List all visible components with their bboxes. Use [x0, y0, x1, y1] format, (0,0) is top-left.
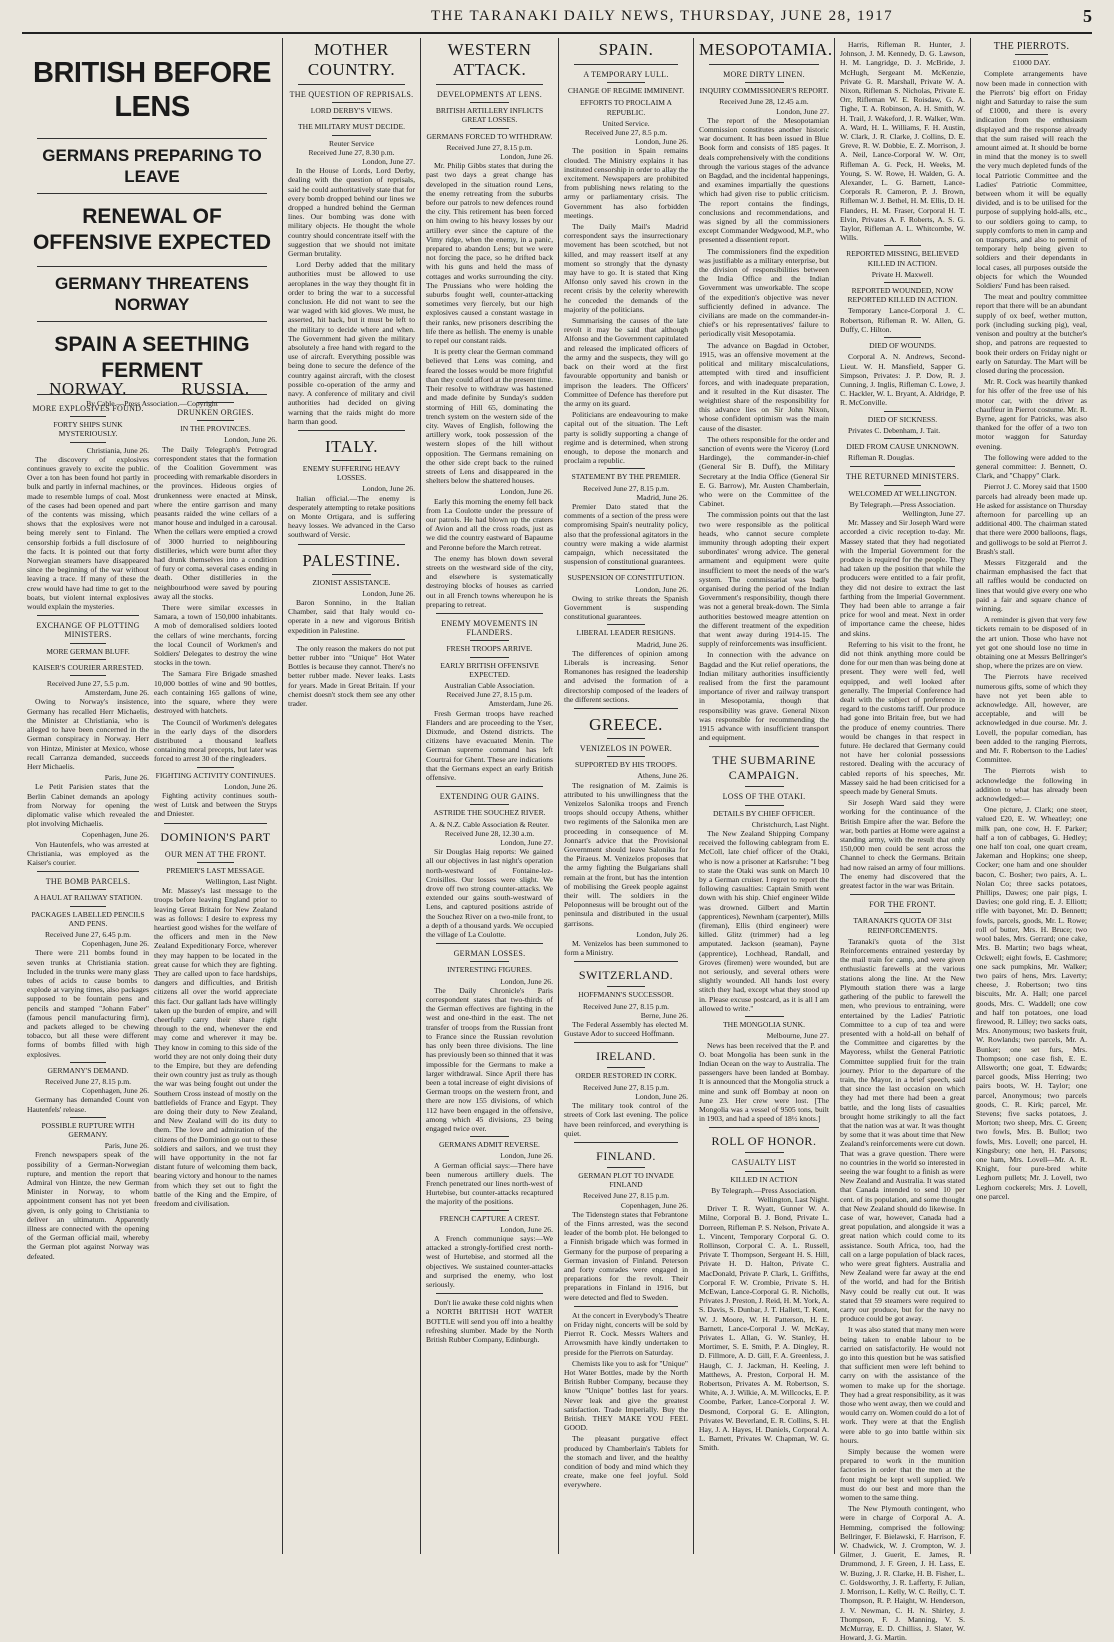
- column-2: [283, 38, 420, 1556]
- story-heading: LOSS OF THE OTAKI.: [722, 792, 806, 802]
- dateline: Madrid, June 26.: [636, 639, 688, 649]
- article-text: Pierrot J. C. Morey said that 1500 parcels had already been made up. He asked for assistance on Thursday afternoon for parcelling up an additional 400. The chairman stated that there were 2000 balloons, flags, and golliwogs to be sold at Pierrot J. Brash's stall.: [976, 482, 1087, 556]
- article-text: Sir Douglas Haig reports: We gained all our objectives in last night's operation north-westward of Fontaine-lez-Croisilles. Our losses were slight. We drove off two strong counter-attacks. We extended our gains south-westward of Lens, and captured positions astride of the Souchez River on a two-mile front, to a depth of a thousand yards. We occupied the village of La Coulotte.: [426, 847, 553, 940]
- service-line: United Service.: [602, 118, 650, 128]
- story-subheading: LIBERAL LEADER RESIGNS.: [576, 628, 676, 638]
- received-line: Received June 27, 5.5 p.m.: [46, 679, 130, 689]
- divider: [607, 624, 644, 625]
- dateline: Wellington, Last Night.: [757, 1194, 829, 1204]
- story-heading: MORE EXPLOSIVES FOUND.: [32, 404, 144, 413]
- article-text: The following were added to the general committee: J. Bennett, O. Clark, and "Chappy" Clark.: [976, 452, 1087, 481]
- dateline: Paris, June 26.: [104, 773, 149, 783]
- received-line: Received June 27, 8.5 p.m.: [584, 128, 668, 138]
- article-text: The resignation of M. Zaimis is attributed to his unwillingness that the Venizelos Salonika troops and French troops should occupy Athens, whither two regiments of the Salonika men are proceeding in consequence of M. Jonnart's advice that the Provisional Government should leave Salonika for the Piraeus. M. Venizelos proposes that the army fighting the Bulgarians shall remain at the front, but has the intention of mobilising the Greek people against their will. The soldiers in the Peloponnesus will be brought out of the peninsula and distributed in the usual garrisons.: [564, 780, 688, 928]
- divider: [607, 468, 644, 469]
- story-subheading: INTERESTING FIGURES.: [447, 965, 532, 975]
- story-subheading: EARLY BRITISH OFFENSIVE EXPECTED.: [440, 660, 539, 679]
- dateline: London, June 27.: [776, 106, 829, 116]
- article-text: The differences of opinion among Liberals is increasing. Senor Romanones has resigned the leadership and advised the formation of a directorship composed of the leaders of the different sections.: [564, 648, 688, 704]
- article-text: The Tidenstegn states that Febrantone of the Finns arrested, was the second leader of the bomb plot. He belonged to a Finnish brigade which was formed in Germany for the purpose of preparing a German invasion of Finland. Peterson and forty comrades were engaged in preparations for the revolt. Their preparations in Finland in 1916, but were detected and fled to Sweden.: [564, 1209, 688, 1302]
- article-text: Temporary Lance-Corporal J. C. Robertson, Rifleman R. W. Allen, G. Duffy, C. Hilton.: [840, 306, 965, 334]
- story-heading: DEVELOPMENTS AT LENS.: [436, 90, 543, 99]
- article-text: A reminder is given that very few tickets remain to be disposed of in the art union. Those who have not yet got one should lose no time in obtaining one at Messrs Bellringer's shop, where the prizes are on view.: [976, 615, 1087, 671]
- name-line: Private H. Maxwell.: [871, 269, 934, 279]
- article-text: Germany has demanded Count von Hautenfels' release.: [27, 1095, 149, 1114]
- article-text: Baron Sonnino, in the Italian Chamber, said that Italy would co-operate in a new and vigorous British expedition in Palestine.: [288, 597, 415, 635]
- advertisement-text: Chemists like you to ask for "Unique" Hot Water Bottles, made by the North British Rubber Company, because they know "Unique" bottles last for years. Never leak and give the greatest satisfaction. Trade Imperially. Buy the British. THEY MAKE YOU FEEL GOOD.: [564, 1358, 688, 1433]
- story-subheading: BRITISH ARTILLERY INFLICTS GREAT LOSSES.: [435, 106, 544, 125]
- article-text: The Pierrots have received numerous gifts, some of which they have not yet been able to acknowledge. All, however, are acceptable, and will be acknowledged in due course. Mr. J. Lovell, the popular comedian, has been added to the ranging Pierrots, and Mr. F. Robertson to the Ladies' Committee.: [976, 672, 1087, 765]
- divider: [332, 460, 370, 461]
- story-subheading: ZIONIST ASSISTANCE.: [312, 577, 391, 587]
- divider: [607, 986, 644, 987]
- story-subheading: GERMANS ADMIT REVERSE.: [439, 1140, 540, 1150]
- divider: [884, 912, 922, 913]
- divider: [709, 1127, 819, 1128]
- advertisement-text: The only reason the makers do not put better rubber into "Unique" Hot Water Bottles is because they cannot. There's no better rubber made. Never leaks. Lasts for years. Made in Great Britain. If your chemist doesn't stock them see any other trader.: [288, 643, 415, 708]
- sub-headline: GERMANS PREPARING TO LEAVE: [42, 146, 262, 186]
- article-text: A German official says:—There have been numerous artillery duels. The French penetrated our lines north-west of Hurtebise, but counter-attacks recaptured the majority of the positions.: [426, 1160, 553, 1207]
- service-line: Australian Cable Association.: [444, 680, 535, 690]
- story-subheading: WELCOMED AT WELLINGTON.: [848, 488, 957, 498]
- divider: [745, 1171, 784, 1172]
- divider: [332, 118, 370, 119]
- article-text: The New Plymouth contingent, who were in charge of Corporal A. A. Hemming, comprised the following: Bellringer, F. Bielawski, F. Harrison, F. W. Chadwick, W. J. Crompton, W. J. Gilmer, J. Guerit, E. James, R. Drummond, J. F. Green, J. H. Lass, E. W. Buzing, J. R. Clarke, H. B. Fisher, L. C. Goldsworthy, J. R. Lafferty, F. Julian, J. Morrison, L. Kelly, W. C. Reilly, C. T. Thompson, R. P. Haight, W. Henderson, J. V. Newman, C. H. N. Shirley, J. Thompson, F. J. Manning, V. S. McMurray, E. D. Chilliss, J. Slater, W. Howard, J. G. Martin.: [840, 1504, 965, 1642]
- divider: [298, 430, 405, 431]
- divider: [470, 657, 508, 658]
- divider: [332, 135, 370, 136]
- divider: [298, 544, 405, 545]
- received-line: Received June 27, 8.30 p.m.: [308, 147, 395, 157]
- received-line: Received June 27, 8.15 p.m.: [44, 1077, 132, 1086]
- dateline: London, June 27.: [500, 838, 553, 848]
- sub-headline: GERMANY THREATENS NORWAY: [55, 274, 249, 314]
- story-subheading: REPORTED WOUNDED, NOW REPORTED KILLED IN ACTION.: [847, 286, 958, 305]
- section-heading: RUSSIA.: [181, 379, 250, 398]
- divider: [70, 643, 107, 644]
- article-text: The Samara Fire Brigade smashed 10,000 bottles of wine and 90 bottles, each containing 165 gallons of wine, into the square, where they were destroyed with hatchets.: [154, 669, 277, 716]
- story-heading: VENIZELOS IN POWER.: [579, 744, 673, 753]
- divider: [574, 1042, 678, 1043]
- dateline: London, June 26.: [635, 137, 688, 147]
- article-text: Summarising the causes of the late revolt it may be said that although Alfonso and the Government capitulated and released the implicated officers of the army and the suspects, they will go back on their word at the first favourable opportunity and banish or imprison the leaders. The Officers' Committee of Defence has therefore put the army on its guard.: [564, 316, 688, 408]
- divider: [70, 675, 107, 676]
- story-subheading: KAISER'S COURIER ARRESTED.: [32, 662, 144, 672]
- dateline: London, June 26.: [224, 435, 277, 445]
- divider: [70, 1117, 107, 1118]
- article-text: The meat and poultry committee report that there will be an abundant supply of ox beef, wether mutton, pork (including sucking pig), veal, venison and poultry at the butcher's shop, and patrons are requested to book their orders on Friday night or early on Saturday. The Mart will be closed during the procession.: [976, 292, 1087, 375]
- story-subheading: INQUIRY COMMISSIONER'S REPORT.: [699, 86, 829, 96]
- divider: [850, 894, 955, 895]
- divider: [745, 1152, 784, 1153]
- story-subheading: POSSIBLE RUPTURE WITH GERMANY.: [41, 1120, 135, 1140]
- dateline: London, June 26.: [635, 1091, 688, 1101]
- article-text: Harris, Rifleman R. Hunter, J. Johnson, J. M. Kennedy, D. G. Lawson, H. M. Langridge, D. J. McBride, J. McHugh, Sergeant M. McKenzie, Private G. R. Marshall, Private W. A. Nixon, Rifleman S. Nicholas, Private E. Orr, Rifleman W. E. Roisdaw, G. A. Tighe, T. A. Robinson, A. H. Smith, W. H. Trail, J. Wakeford, J. R. Walker, Wm. A. Ward, H. L. Williams, F. H. Austin, W. Clark, J. R. Clarke, J. Collins, D. E. Greve, R. W. Dobbie, E. Z. Morrison, J. A. Neil, Lance-Corporal W. W. Orr, Rifleman A. G. Peck, H. Weeks, M. Young, S. W. Rowe, H. Walden, G. A. Alexander, L. G. Barnett, Lance-Corporals R. Cameron, P. J. Brown, Rifleman W. J. Bethel, H. M. Ellis, D. H. Flanders, H. M. Fraser, Corporal H. T. Elvin, Privates A. F. Roberts, A. S. G. Taylor, Rifleman A. L. Whitcombe, W. Wills.: [840, 40, 965, 243]
- divider: [884, 245, 922, 246]
- dateline: London, June 26.: [362, 484, 415, 494]
- article-text: Rifleman R. Douglas.: [848, 453, 915, 463]
- divider: [709, 746, 819, 747]
- divider: [332, 574, 370, 575]
- dateline: Christchurch, Last Night.: [751, 819, 829, 829]
- divider: [884, 337, 922, 338]
- section-heading: FINLAND.: [596, 1148, 656, 1163]
- section-heading: SWITZERLAND.: [578, 968, 674, 983]
- article-text: In the House of Lords, Lord Derby, dealing with the question of reprisals, said he could authoritatively state that for every bomb dropped behind our lines we dropped a hundred behind the German lines. Our bombing was done with military objects. He thought the whole country should concentrate itself with the suggestion that we should not imitate German brutality.: [288, 166, 415, 259]
- divider: [470, 128, 508, 129]
- story-heading: EXCHANGE OF PLOTTING MINISTERS.: [36, 621, 140, 640]
- divider: [470, 1136, 508, 1137]
- story-heading: OUR MEN AT THE FRONT.: [164, 849, 267, 859]
- article-text: Referring to his visit to the front, he did not think anything more could be done for our men than was being done at present. They were well fed, well equipped, and well looked after generally. The Imperial Conference had dealt with the subject of preference in regard to the customs tariff. Our produce had gone into Britain free, but we had the produce of enemy countries. There would be changes in that respect in future. He declared that Germany could not have her colonial possessions restored. Dealing with the accuracy of cabled reports of his speeches, Mr. Massey said he had been criticised for a speech made by General Smuts.: [840, 639, 965, 797]
- article-text: The New Zealand Shipping Company received the following cablegram from E. McColl, late chief officer of the Otaki, who is now a prisoner at Karlsruhe: "I beg to state the Otaki was sunk on March 10 by a German cruiser. I regret to report the following casualties: Captain Smith went down with his ship. Chief engineer Wilde was drowned. Gilbert and Martin (apprentices), Newnham (carpenter), Mills (fireman), Ellis (third engineer) were killed. Glitz (trimmer) had a leg amputated. Jackson (seaman), Payne (apprentice), Lochhead, Randall, and Groves (firemen) were wounded, but are not seriously, and several others were slightly wounded. All hands lost every stitch they had, except what they stood up in. Please excuse postcard, as it is all I am allowed to write.": [699, 829, 829, 1013]
- article-text: The report of the Mesopotamian Commission constitutes another historic war document. It has been issued in Blue Book form and consists of 185 pages. It deals comprehensively with the conditions through the various stages of the advance on Bagdad, and the incidental happenings, and examines impartially the questions which had given rise to public criticism. The report contains the findings, conclusions and recommendations, and was signed by all the commissioners except Commander Wedgwood, M.P., who presented a dissentient report.: [699, 115, 830, 245]
- article-text: Early this morning the enemy fell back from La Coulotte under the pressure of our patrols. He had blown up the craters of Avion and all the cross roads, just as we did the country eastward of Bapaume and Peronne before the March retreat.: [426, 496, 553, 552]
- column-1b: [154, 373, 277, 1556]
- story-heading: ENEMY MOVEMENTS IN FLANDERS.: [441, 618, 538, 638]
- divider: [884, 411, 922, 412]
- article-text: Italian official.—The enemy is desperately attempting to retake positions on Monte Ortigara, and is suffering heavy losses. We advanced in the Carso southward of Versic.: [288, 493, 415, 540]
- dateline: London, July 26.: [636, 929, 688, 939]
- divider: [197, 862, 234, 863]
- story-subheading: FRENCH CAPTURE A CREST.: [439, 1213, 540, 1223]
- story-heading: THE QUESTION OF REPRISALS.: [289, 90, 414, 99]
- received-line: Received June 28, 12.45 a.m.: [719, 97, 809, 107]
- divider: [470, 1210, 508, 1211]
- section-heading: GREECE.: [589, 715, 663, 734]
- dateline: Wellington, Last Night.: [205, 876, 277, 886]
- divider: [70, 416, 107, 417]
- story-heading: CASUALTY LIST: [731, 1158, 797, 1168]
- article-text: The Pierrots wish to acknowledge the following in addition to what has already been acknowledged:—: [976, 766, 1087, 804]
- dateline: Paris, June 26.: [104, 1141, 149, 1151]
- divider: [70, 659, 107, 660]
- article-text: The commissioners find the expedition was justifiable as a military enterprise, but the division of responsibilities between the India Office and the Indian Government was unworkable. The scope of the expedition's objective was never sufficiently defined in advance. The civilians are made on the commander-in-chief's or his representatives' failure to periodically visit Mesopotamia.: [699, 246, 829, 339]
- section-heading: WESTERN ATTACK.: [447, 40, 532, 79]
- received-line: Received June 27, 8.15 p.m.: [446, 142, 533, 152]
- divider: [436, 84, 543, 85]
- article-text: Fresh German troops have reached Flanders and are proceeding to the Yser, Dixmude, and Ostend districts. The citizens have evacuated Menin. The German supreme command has left Courtrai for Ghent. These are indications that the Germans expect an early British offensive.: [426, 708, 553, 783]
- article-text: Fighting activity continues south-west of Lutsk and between the Stryps and Dniester.: [154, 790, 277, 819]
- page-number: 5: [1083, 6, 1092, 26]
- column-4: [559, 38, 693, 1556]
- advertisement-text: Don't lie awake these cold nights when a NORTH BRITISH HOT WATER BOTTLE will send you off into a healthy refreshing slumber. Made by the North British Rubber Company, Edinburgh.: [426, 1298, 553, 1344]
- column-1a: [27, 373, 149, 1556]
- divider: [70, 889, 107, 890]
- article-text: Driver T. R. Wyatt, Gunner W. A. Milne, Corporal B. J. Bond, Private L. Dorreen, Rifleman P. S. Nelson, Private A. L. Vincent, Temporary Corporal G. O. Rollinson, Corporal C. A. L. Russell, Private T. Thompson, Sergeant H. S. Hill, Private H. D. Halton, Private C. MacDonald, Private P. Clark, L. Griffiths, Corporal F. W. Crombie, Private S. H. McEwan, Lance-Corporal G. R. Nicholls, Privates J. Preston, J. Reid, H. M. York, A. S. Davis, S. Dunbar, J. T. Hallett, T. Kent, W. J. Moore, W. H. Patterson, H. E. Barnett, Lance-Corporal J. W. McKay, Privates L. Allan, G. W. Stanley, H. Mortimer, S. E. Smith, P. A. Dingley, R. D. Fillmore, A. D. Gill, F. A. Greenless, J. Haugh, C. J. Jackman, H. Keeling, J. Matthews, A. Preston, Corporal H. M. Robertson, Privates A. M. Robertson, S. White, A. J. Wilkie, A. M. Willcocks, E. P. Coombe, Parker, Lance-Corporal J. W. Desmond, Corporal G. E. Allington, Privates W. Beverland, E. R. Collins, S. H. Hay, J. A. Hayes, H. Daniels, Corporal A. L. Barnett, Privates W. Chapman, W. G. Smith.: [699, 1204, 829, 1453]
- divider: [745, 805, 784, 806]
- dateline: Amsterdam, June 26.: [488, 699, 553, 709]
- received-line: Received June 27, 6.45 p.m.: [44, 929, 132, 939]
- story-heading: THE RETURNED MINISTERS.: [845, 472, 960, 482]
- article-text: There were 211 bombs found in seven trunks at Christiania station. Included in the trunks were many glass tubes of acids to cause bombs to explode at varying times, also packages supposed to be fountain pens and pencils and stamped "Johann Faber" (famous pencil manufacturing firm), and packets alleged to be chewing tobacco, but all these were different forms of bombs filled with high explosives.: [27, 948, 149, 1059]
- article-text: Mr. Massey and Sir Joseph Ward were accorded a civic reception to-day. Mr. Massey stated that they had negotiated with the Imperial Government for the produce is required for the people. They had taken up the position that while the producers were entitled to a fair profit, they did not desire to extract the last farthing from the Imperial Government. They had been able to arrange a fair price for wool and meat. Next in order of importance came the cheese, hides and skins.: [840, 518, 965, 638]
- article-text: The enemy has blown down several streets on the westward side of the city, and elsewhere is systematically destroying blocks of houses as carried out in all French towns whereupon he is preparing to retreat.: [426, 553, 553, 609]
- story-subheading: DETAILS BY CHIEF OFFICER.: [712, 808, 816, 818]
- story-subheading: TARANAKI'S QUOTA OF 31st REINFORCEMENTS.: [853, 916, 952, 935]
- story-subheading: CHANGE OF REGIME IMMINENT.: [567, 86, 685, 96]
- dateline: Wellington, June 27.: [902, 508, 965, 518]
- divider: [607, 569, 644, 570]
- story-subheading: PACKAGES LABELLED PENCILS AND PENS.: [31, 909, 145, 928]
- column-7: [971, 38, 1092, 1556]
- divider: [884, 485, 922, 486]
- story-heading: THE PIERROTS.: [993, 41, 1070, 52]
- story-subheading: DIED OF WOUNDS.: [869, 341, 936, 351]
- story-subheading: PREMIER'S LAST MESSAGE.: [166, 865, 265, 875]
- article-text: The others responsible for the order and sanction of events were the Viceroy (Lord Hardinge), the commander-in-chief (General Sir B. Duff), the Military Secretary at the India Office (General Sir E. G. Barrow), Mr. Austen Chamberlain, who were on the Committee of the Cabinet.: [699, 434, 829, 509]
- article-text: Von Hautenfels, who was arrested at Christiania, was employed as the Kaiser's courier.: [27, 839, 149, 867]
- story-heading: GERMAN LOSSES.: [453, 949, 526, 959]
- article-text: It was also stated that many men were being taken to enable labour to be carried on satisfactorily. He would not go into this question but he was satisfied that sufficient men were left behind to carry on with the assistance of the women to make up for the shortage. They had a great responsibility, as it was those who went away, then we could and would carry on. Women could do a lot of work. They were at that the English were able to go into battle within six hours.: [840, 1325, 965, 1445]
- article-text: The advance on Bagdad in October, 1915, was an offensive movement at the political and military miscalculations, attempted with tired and insufficient forces, and with inadequate preparation, and it resulted in the Kut disaster. The weightiest share of the responsibility for this advance lies on Sir John Nixon, whose confident optimism was the main cause of the disaster.: [699, 340, 829, 433]
- divider: [436, 786, 543, 787]
- divider: [436, 613, 543, 614]
- section-heading: ROLL OF HONOR.: [711, 1134, 817, 1149]
- story-subheading: GERMAN PLOT TO INVADE FINLAND: [578, 1170, 674, 1190]
- main-headline: BRITISH BEFORE LENS: [33, 57, 271, 123]
- article-text: The Federal Assembly has elected M. Gustave Ador to succeed Hoffmann.: [564, 1020, 688, 1039]
- divider: [574, 1142, 678, 1143]
- service-line: Reuter Service: [329, 138, 374, 148]
- dateline: Christiania, June 26.: [86, 445, 149, 455]
- story-subheading: LORD DERBY'S VIEWS.: [310, 106, 393, 116]
- section-heading: ITALY.: [325, 436, 378, 456]
- dateline: Athens, June 26.: [637, 771, 688, 781]
- article-text: Mr. R. Cock was heartily thanked for his offer of the free use of his motor car, with the driver as chauffeur in Pierrot costume. Mr. R. Byrne, agent for Patricks, was also thanked for the offer of a two ton motor waggon for Saturday evening.: [976, 377, 1087, 451]
- story-subheading: MORE GERMAN BLUFF.: [46, 646, 130, 656]
- story-subheading: KILLED IN ACTION: [730, 1174, 798, 1184]
- divider: [197, 767, 234, 768]
- article-text: One picture, J. Clark; one steer, valued £20, E. W. Wheatley; one milk pan, one cow, H. F. Parker; half a ton of cabbages, G. Hedley; one half ton coal, one quart cream, Jakeman and Hopkins; one sheep, Cocker; one ham and one shoulder bacon, C. Bosher; two pairs, A. L. Nolan Co; three sacks potatoes, Phillips, Dawes; one pair pigs, I. Davies; one gold ring, E. J. Elliott; rifle with bayonet, Mr. D. Bennett; fowls, parcels, goods, Mr. L. Rowe; roll of butter, Mrs. H. Bruce; two wool bales, Mrs. Gerrard; one cake, Mrs. B. Martin; two bags wheat, Ockwell; eight fowls, E. Cashmore; one sack pumpkins, Mr. Walker; two pairs of hens, Mrs. Laverty; cheese, J. Robertson; two tins biscuits, Mr. A. Hall; one parcel goods, Mrs. C. Waddell; one cow and half ton potatoes, one load firewood, R. Lilley; two sacks oats, Mrs. Anonymous; two baskets fruit, W. Rowlands; two parcels, Mr. A. Bunker; one set furs, Mrs. Thompson; one case fish, E. E. Allsworth; one goat, T. Edwards; parcel goods, Miss Herring; two pairs boots, W. H. Taylor; one parcel, Anonymous; two parcels goods, C. R. Kirk; parcel, Mr. Stevens; five sacks potatoes, J. Morton; two sheep, Mrs. C. Green; two fowls, Mrs. B. Bullot; two fowls, Mrs. Lovell; one parcel, H. Kingsbury; one hen, H. Parsons; one ham, Mrs. Lovell—Mr. A. R. Knight, four pure-bred white Leghorn pullets; Mr. J. Lovell, two Leghorn cockerels; Mrs. J. Lovell, one parcel.: [976, 805, 1087, 1201]
- divider: [470, 804, 508, 805]
- dateline: London, June 26.: [224, 781, 277, 791]
- column-1: [22, 38, 282, 1556]
- article-text: It is pretty clear the German command believed that Lens was coming, and feared the losses would be more frightful than they could afford at the present time. Their resolve to withdraw was hastened and made definite by Sunday's sudden storming of Hill 65, dominating the trench system on the western side of the city. Waves of English, following the artillery work, took possession of the western slopes of the hill without opposition. The Germans remaining on the other side crept back to the ruined streets of Lens and disappeared in the shelters below the shattered houses.: [426, 347, 553, 486]
- story-subheading: SUPPORTED BY HIS TROOPS.: [574, 760, 678, 770]
- article-text: The position in Spain remains clouded. The Ministry explains it has instituted censorship in order to allay the excitement. Newspapers are prohibited from publishing news relating to the army or parliamentary crisis. The Government has also forbidden meetings.: [564, 146, 689, 220]
- article-text: Le Petit Parisien states that the Berlin Cabinet demands an apology from Norway for opening the diplomatic valise which revealed the plot involving Michaelis.: [27, 782, 149, 829]
- story-subheading: STATEMENT BY THE PREMIER.: [571, 472, 681, 482]
- divider: [70, 906, 107, 907]
- article-text: Complete arrangements have now been made in connection with the Pierrots' big effort on Friday night and Saturday to raise the sum of £1000, and there is every indication from the enthusiasm displayed and the response already that the sum raised will reach the amount aimed at. It should be borne in mind that the money is to swell the very much depleted funds of the local Patriotic Committee and the Ladies' Patriotic Committee, between whom it will be equally divided, and is to be utilised for the purpose of supplying hold-alls, etc., to our soldiers going to camp, to supply comforts to men in camp and on transports, and also to permit of temporary help being given to soldiers and their dependants in local cases, all purposes outside the objects for which the Wounded Soldiers' Fund has been raised.: [976, 69, 1087, 291]
- story-heading: THE BOMB PARCELS.: [45, 877, 131, 887]
- article-text: The Council of Workmen's delegates in the early days of the disorders distributed a thousand leaflets containing moral precepts, but later was forced to arrest 30 of the ringleaders.: [154, 717, 277, 764]
- divider: [745, 786, 784, 787]
- divider: [574, 708, 678, 709]
- article-text: Privates C. Debenham, J. Tait.: [848, 425, 941, 435]
- received-line: Received June 27, 8.15 p.m.: [582, 1001, 670, 1011]
- article-text: Corporal A. N. Andrews, Second-Lieut. W. H. Mansfield, Sapper G. Simpson, Privates: J. P. Dow, R. J. Cunning, J. Inglis, Rifleman C. Lowe, J. C. Hackler, W. L. Bryant, A. Aldridge, P. R. McConville.: [840, 352, 965, 408]
- dateline: Berne, June 26.: [640, 1010, 688, 1020]
- section-heading: NORWAY.: [49, 379, 127, 398]
- received-line: Received June 27, 8.15 p.m.: [582, 483, 670, 493]
- dateline: London, June 27.: [362, 157, 415, 167]
- article-text: The commission points out that the last two were responsible as the political heads, who cannot secure complete immunity through adopting their expert subordinates' wrong advice. The general armament and equipment were quite insufficient to meet the needs of the war's system. The commissariat was badly organised during the period of the Indian Government's responsibility, though there was not a general break-down. The Simla authorities bestowed meagre attention on the different treatment of the expedition that went away during 1914-15. The supply of reinforcements was insufficient.: [699, 510, 829, 649]
- divider: [298, 84, 405, 85]
- story-subheading: IN THE PROVINCES.: [180, 424, 251, 434]
- column-3: [421, 38, 558, 1556]
- divider: [1015, 54, 1048, 55]
- section-heading: MOTHER COUNTRY.: [307, 40, 396, 79]
- article-text: Owing to Norway's insistence, Germany has recalled Herr Michaelis, the Minister at Christiania, who is alleged to have been concerned in the German conspiracy in Norway. Herr von Hintze, Minister at Mexico, whose recall Carranza demanded, succeeds Herr Michaelis.: [27, 697, 149, 771]
- story-heading: DRUNKEN ORGIES.: [177, 408, 254, 417]
- story-heading: MORE DIRTY LINEN.: [723, 70, 805, 79]
- dateline: London, June 26.: [500, 487, 553, 497]
- divider: [197, 420, 234, 421]
- story-subheading: ENEMY SUFFERING HEAVY LOSSES.: [302, 463, 401, 483]
- divider: [164, 823, 267, 824]
- article-text: News has been received that the P. and O. boat Mongolia has been sunk in the Indian Ocean on the way to Australia. The passengers have been landed at Bombay. It is announced that the Mongolia struck a mine and sunk off Bombay at noon on June 23. Her crew were lost. [The Mongolia was a vessel of 9505 tons, built in 1903, and had a speed of 18½ knots.]: [699, 1040, 829, 1124]
- divider: [884, 438, 922, 439]
- divider: [436, 1293, 543, 1294]
- dateline: London, June 26.: [500, 976, 553, 986]
- sub-headline: RENEWAL OF OFFENSIVE EXPECTED: [32, 205, 272, 254]
- article-text: Messrs Fitzgerald and the chairman emphasised the fact that all raffles would be conducted on lines that would give every one who paid a fair and square chance of winning.: [976, 557, 1087, 613]
- section-heading: PALESTINE.: [302, 550, 401, 570]
- article-text: In connection with the advance on Bagdad and the Kut relief operations, the Indian military authorities insufficiently realised from the first the paramount importance of river and railway transport in Mesopotamia, though that responsibility was grave. General Nixon was responsible for recommending the 1915 advance with insufficient transport and equipment.: [699, 650, 829, 743]
- divider: [745, 82, 784, 83]
- article-text: The Daily Telegraph's Petrograd correspondent states that the formation of the Coalition Government was proceeding with remarkable disorders in the provinces. Hideous orgies of drunkenness were enacted at Minsk, where the entire garrison and many peasants raided the wine cellars of a manor house and indulged in a carousal. When the cellars were emptied a crowd of 3000 hurried to neighbouring distilleries, which were burnt after they had drunk themselves into a condition of fury or coma, several cases ending in death. Other distilleries in the neighbourhood were saved by pouring away all the stocks.: [154, 444, 277, 601]
- article-text: Politicians are endeavouring to make capital out of the situation. The Left party is solidly supporting a change of regime and is determined, when strong enough, to depose the monarch and proclaim a republic.: [564, 410, 688, 466]
- divider: [197, 402, 234, 403]
- divider: [37, 615, 139, 616]
- article-text: The Daily Chronicle's Paris correspondent states that two-thirds of the German effectives are fighting in the west and one-third in the east. The net transfer of troops from the Russian front to France since the Russian revolution has only been three divisions. The line has previously been so thinned that it was impossible for the Germans to make a larger withdrawal. Since April there has been a total increase of eight divisions of German troops on the western front, and there are now 155 divisions, of which 112 have been engaged in the offensive, among which 45 divisions, 23 being engaged twice over.: [426, 985, 553, 1133]
- story-subheading: ASTRIDE THE SOUCHEZ RIVER.: [433, 808, 546, 818]
- divider: [574, 961, 678, 962]
- divider: [37, 266, 267, 267]
- column-5: [694, 38, 834, 1556]
- divider: [37, 871, 139, 872]
- divider: [37, 138, 267, 139]
- story-subheading: FRESH TROOPS ARRIVE.: [446, 644, 533, 654]
- dateline: London, June 26.: [500, 1151, 553, 1161]
- article-text: M. Venizelos has been summoned to form a Ministry.: [564, 939, 688, 958]
- dateline: London, June 26.: [362, 588, 415, 598]
- story-subheading: SUSPENSION OF CONSTITUTION.: [567, 573, 685, 583]
- divider: [884, 282, 922, 283]
- story-subheading: DIED OF SICKNESS.: [867, 414, 938, 424]
- story-subheading: ORDER RESTORED IN CORK.: [575, 1071, 677, 1081]
- article-text: Taranaki's quota of the 31st Reinforcements entrained yesterday by the mail train for camp, and were given enthusiastic farewells at the various stations along the line. At the New Plymouth station there was a large gathering of the public to farewell the men, who previous to entraining, were entertained by the Ladies' Patriotic Committee to a cup of tea and were presented with a hold-all on behalf of the Committee and cigarettes by the Mayoress, whilst the General Patriotic Committee supplied fruit for the train journey. Prior to the departure of the train, the Mayor, in a brief speech, said that since the last occasion on which they had met there had been a great battle, and the long lists of casualties brought home strikingly to all the fact that the nation was at war. It was thought by some that it was about time that New Zealand's reinforcements were cut down. That was a grave question. There were no countries in the world so interested in seeing the war fought to a finish as were New Zealand and Australia. It was stated that Canada intended to send 10 per cent. of its population, and some thought that New Zealand should do likewise. In case of war, however, Canada had a great population, and alongside it was a great nation which could come to its assistance. South Africa, too, had the call on a large population of black races, who were great fighters. Australia and New Zealand were far away at the end of the world, and had for the British Navy could be really cut out. It was stated that 59 steamers were required to carry our produce, but for the navy no produce could be got away.: [840, 936, 965, 1324]
- article-text: The discovery of explosives continues gravely to excite the public. Over a ton has been found hot partly in bulk and partly in infernal machines, or made to resemble lumps of coal. Most of the cases had been opened and part of the contents was missing, which shows that the explosives were not being merely sent to Finland. The censorship forbids a full disclosure of the facts. It is pointed out that forty Norwegian steamers have disappeared since the beginning of the war without leaving a trace. If many of these the crew would have had time to get to the boats, but violent internal explosives would explain the mysteries.: [27, 454, 149, 612]
- divider: [850, 466, 955, 467]
- article-text: Mr. Massey's last message to the troops before leaving England prior to leaving Great Britain for New Zealand was as follows: I desire to express my heartiest good wishes for the welfare of the officers and men in the New Zealand Expeditionary Force, wherever they may happen to be located in the great cause for which they are fighting. They are called upon to face hardships, dangers and difficulties, and British citizens all over the world appreciate this fact. Our gallant lads have willingly taken up the burden of empire, and will cheerfully carry their share right through to the end, whenever the end may come and wherever it may be. They know in coming to this side of the world they are not only doing their duty to the Empire, but they are defending their own country just as truly as though the war was being fought out under the Southern Cross instead of mostly on the battlefields of France and Egypt. They are doing their duty to New Zealand, and New Zealand will do its duty to them. The love and admiration of the citizens of the Dominion go out to these soldiers and sailors, and we trust they will have opportunity in the not far distant future of welcoming them back, bearing victory and honour to the names from which they set out to fight the battle of the King and the Empire, of freedom and civilisation.: [154, 886, 277, 1209]
- article-text: Sir Joseph Ward said they were working for the continuance of the British Empire after the war. Before the war, both parties at Home were against a standing army, with the result that only 150,000 men could be sent across the Channel to check the Germans. Britain had now raised an army of four millions. The enemy had discovered that the greatest factor in the war was Britain.: [840, 798, 965, 891]
- story-subheading: FIGHTING ACTIVITY CONTINUES.: [155, 770, 276, 780]
- service-line: A. & N.Z. Cable Association & Reuter.: [429, 819, 550, 829]
- story-subheading: GERMANY'S DEMAND.: [47, 1065, 129, 1075]
- divider: [298, 639, 405, 640]
- story-heading: EXTENDING OUR GAINS.: [439, 792, 540, 802]
- dateline: Copenhagen, June 26.: [81, 830, 149, 840]
- divider: [607, 756, 644, 757]
- story-subheading: HOFFMANN'S SUCCESSOR.: [578, 990, 674, 1000]
- article-text: Premier Dato stated that the comments of a section of the press were compromising Spain's neutrality policy, also that the professional agitators in the country were making a wide alarmist campaign, which necessitated the suspension of constitutional guarantees.: [564, 501, 688, 567]
- received-line: Received June 27, 8.15 p.m.: [582, 1082, 670, 1092]
- story-subheading: GERMANS FORCED TO WITHDRAW.: [426, 131, 553, 141]
- divider: [574, 64, 678, 65]
- dateline: Copenhagen, June 26.: [620, 1200, 688, 1210]
- service-line: By Telegraph.—Press Association.: [711, 1185, 817, 1195]
- story-subheading: DIED FROM CAUSE UNKNOWN.: [846, 441, 959, 451]
- story-subheading: A HAUL AT RAILWAY STATION.: [33, 893, 143, 903]
- article-text: The military took control of the streets of Cork last evening. The police have been reinforced, and everything is quiet.: [564, 1101, 688, 1138]
- story-subheading: THE MONGOLIA SUNK.: [722, 1020, 806, 1030]
- dateline: Amsterdam, June 26.: [84, 688, 149, 698]
- dateline: Copenhagen, June 26.: [81, 1086, 149, 1096]
- dateline: London, June 26.: [500, 1224, 553, 1234]
- article-text: The Daily Mail's Madrid correspondent says the insurrectionary movement has been scotched, but not killed, and may reassert itself at any moment so strongly that the dynasty may have to go. It is stated that King Alfonso only saved his crown in the recent crisis by the celerity wherewith he conceded the demands of the majority of the politicians.: [564, 222, 688, 314]
- received-line: Received June 27, 8.15 p.m.: [446, 690, 533, 700]
- advertisement-text: The pleasant purgative effect produced by Chamberlain's Tablets for the stomach and liver, and the healthy condition of body and mind which they create, make one feel joyful. Sold everywhere.: [564, 1434, 688, 1490]
- article-text: Lord Derby added that the military authorities must be allowed to use aeroplanes in the way they thought fit in order to bring the war to a successful conclusion. He did not want to see the war waged with kid gloves. We must, he asserted, hit back, but it must be left to the military to decide where and when. The Government had given the military absolutely a free hand with regard to the use of aircraft. Everything possible was being done to secure the defence of the country against aircraft, with the closest possible co-operation of the army and navy. A conference of military and civil authorities had decided on giving warning that the raids might do more harm than good.: [288, 260, 415, 426]
- divider: [745, 1016, 784, 1017]
- sub-headline: SPAIN A SEETHING FERMENT: [54, 333, 250, 382]
- article-text: French newspapers speak of the possibility of a German-Norwegian rupture, and mention the report that Admiral von Hintze, the new German Minister in Norway, to whom appointment consent has not yet been given, is only going to Christiania to deliver an ultimatum. Apparently illness are connected with the opening of the German official mail, whereby the German plot against Norway was defeated.: [27, 1150, 149, 1261]
- divider: [436, 943, 543, 944]
- service-line: By Telegraph.—Press Association.: [849, 499, 956, 509]
- divider: [37, 321, 267, 322]
- story-subheading: EFFORTS TO PROCLAIM A REPUBLIC.: [580, 98, 672, 117]
- divider: [470, 961, 508, 962]
- story-subheading: THE MILITARY MUST DECIDE.: [298, 122, 405, 132]
- dateline: London, June 26.: [635, 584, 688, 594]
- section-heading: DOMINION'S PART: [160, 829, 271, 844]
- divider: [607, 738, 644, 739]
- divider: [470, 640, 508, 641]
- received-line: Received June 27, 8.15 p.m.: [582, 1191, 670, 1201]
- received-line: Received June 28, 12.30 a.m.: [444, 828, 535, 838]
- header-rule: [22, 32, 1092, 34]
- story-heading: FOR THE FRONT.: [869, 900, 936, 910]
- dateline: Madrid, June 26.: [636, 492, 688, 502]
- article-text: Mr. Philip Gibbs states that during the past two days a great change has developed in the situation round Lens, the enemy retreating from the suburbs before our patrols to new defences round the city. This retirement has been forced on him owing to his heavy losses by our artillery ever since the capture of the Vimy ridge, when the enemy, in a panic, prepared to abandon Lens; but we were not forcing the pace, so he drifted back with his guns and held the mass of cottages and works surrounding the city. The Prussians who were holding the suburbs fought well, counter-attacking sometimes very fiercely, but our high explosives caused a constant wastage in their ranks, new prisoners describing the life there as hellish. The enemy is unable to repel our constant raids.: [426, 161, 553, 346]
- story-subheading: £1000 DAY.: [1012, 58, 1051, 68]
- article-text: Simply because the women were prepared to work in the munition factories in order that the men at the front might be kept well supplied. We must do our best and more than the women to the same thing.: [840, 1447, 965, 1503]
- section-heading: THE SUBMARINE CAMPAIGN.: [712, 753, 816, 783]
- section-heading: SPAIN.: [598, 40, 654, 59]
- article-text: Owing to strike threats the Spanish Government is suspending constitutional guarantees.: [564, 593, 688, 622]
- column-6: [835, 38, 970, 1642]
- divider: [470, 102, 508, 103]
- divider: [70, 442, 107, 443]
- divider: [607, 1067, 644, 1068]
- divider: [709, 64, 819, 65]
- story-heading: A TEMPORARY LULL.: [583, 70, 669, 79]
- divider: [37, 193, 267, 194]
- divider: [607, 82, 644, 83]
- byline: By Cable.—Press Association.—Copyright: [86, 399, 218, 408]
- divider: [70, 1062, 107, 1063]
- section-heading: IRELAND.: [596, 1049, 656, 1064]
- story-subheading: FORTY SHIPS SUNK MYSTERIOUSLY.: [53, 420, 123, 439]
- page-header: [0, 0, 1114, 40]
- article-text: At the concert in Everybody's Theatre on Friday night, concerts will be sold by Pierrot R. Cock. Messrs Walters and Arrowsmith have kindly undertaken to preside for the Pierrots on Saturday.: [564, 1310, 688, 1357]
- article-text: A French communique says:—We attacked a strongly-fortified crest north-west of Hurtebise, and stormed all the objectives. We sustained counter-attacks and surprised the enemy, who lost seriously.: [426, 1233, 553, 1289]
- masthead: THE TARANAKI DAILY NEWS, THURSDAY, JUNE 28, 1917: [430, 8, 894, 24]
- dateline: London, June 26.: [500, 152, 553, 162]
- section-heading: MESOPOTAMIA.: [699, 40, 833, 59]
- article-text: There were similar excesses in Samara, a town of 150,000 inhabitants. A mob of demoralised soldiers looted the cellars of wine merchants, forcing the local Council of Workmen's and Soldiers' Delegates to destroy the wine stocks in the town.: [154, 603, 277, 668]
- divider: [607, 1167, 644, 1168]
- dateline: Copenhagen, June 26.: [81, 939, 149, 949]
- dateline: Melbourne, June 27.: [766, 1031, 829, 1041]
- divider: [574, 1306, 678, 1307]
- story-subheading: REPORTED MISSING, BELIEVED KILLED IN ACTION.: [846, 249, 959, 268]
- divider: [332, 102, 370, 103]
